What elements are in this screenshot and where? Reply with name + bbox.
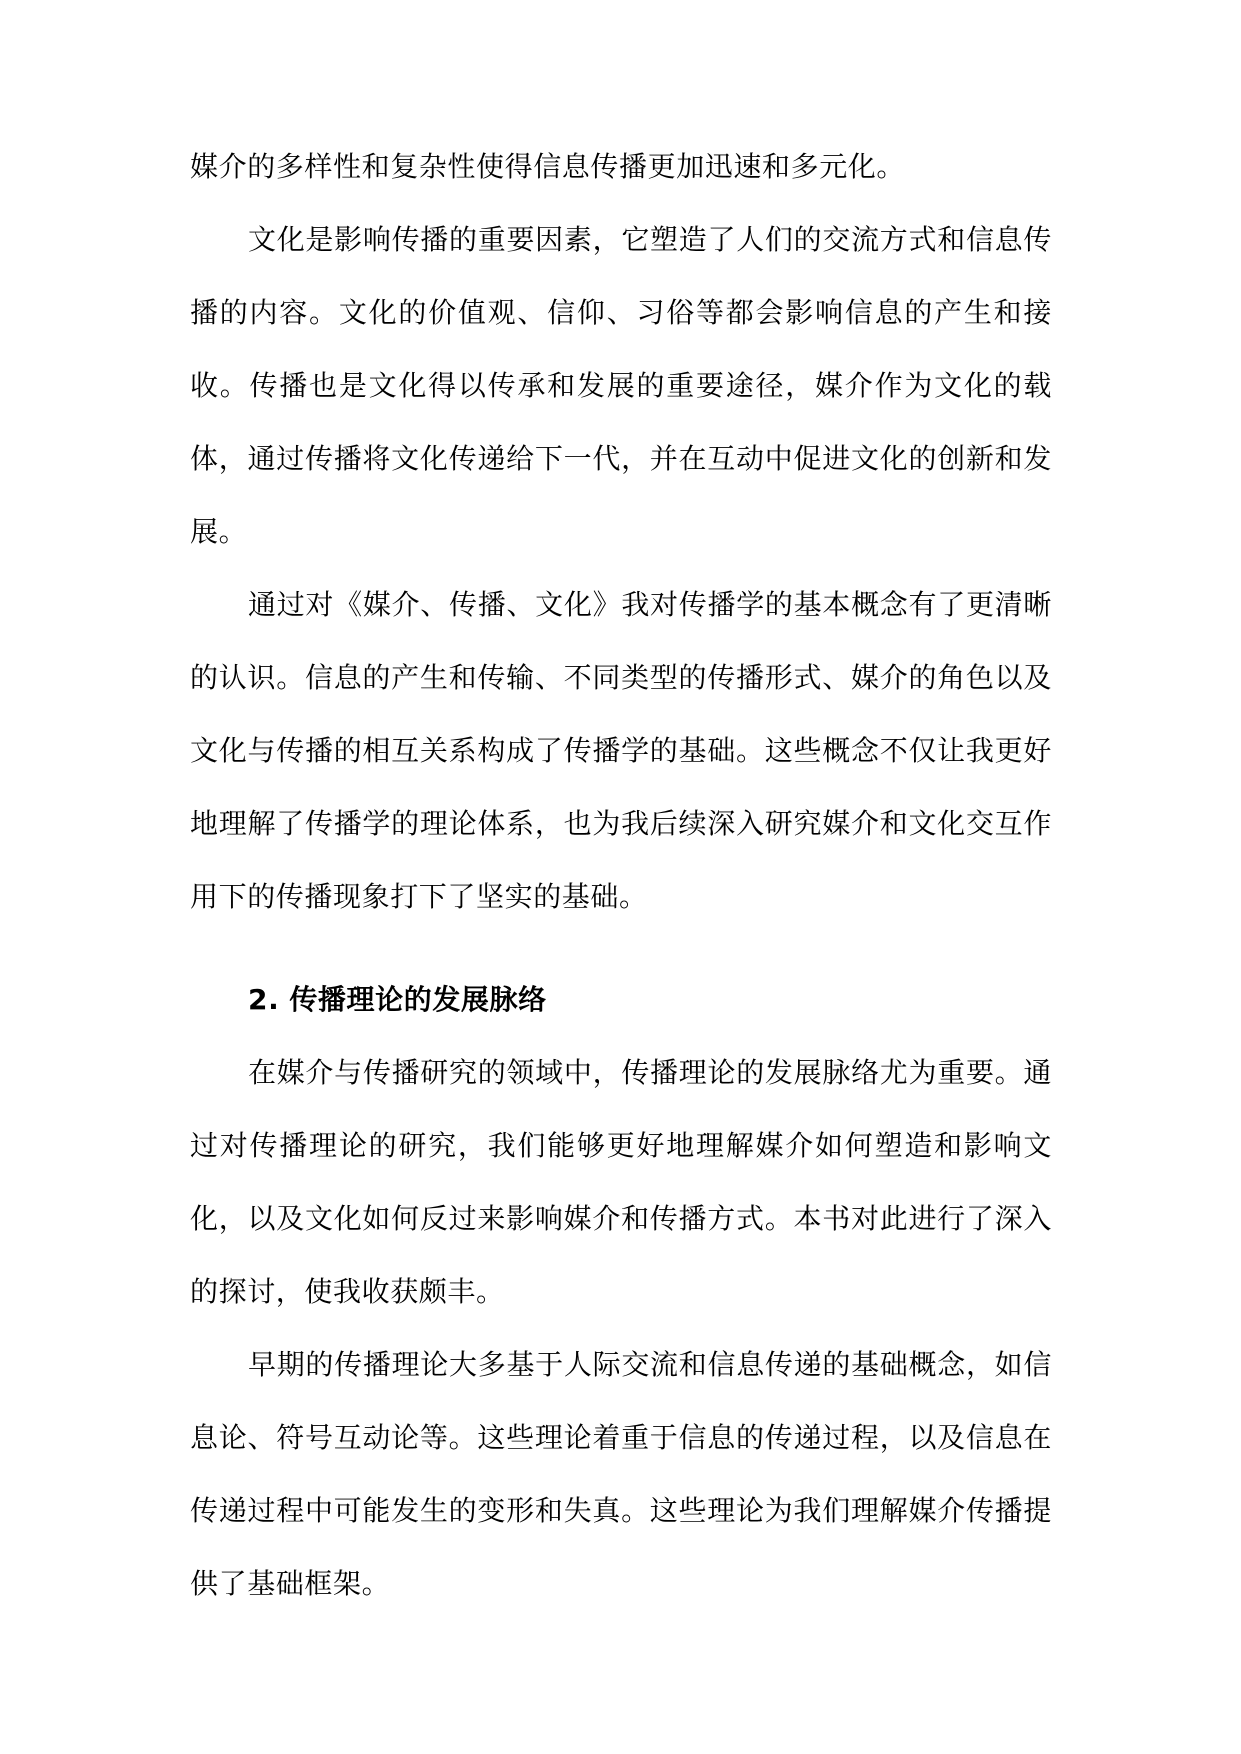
paragraph-2: 文化是影响传播的重要因素，它塑造了人们的交流方式和信息传播的内容。文化的价值观、信仰、习俗等都会影响信息的产生和接收。传播也是文化得以传承和发展的重要途径，媒介作为文化的载体，通过传播将文化传递给下一代，并在互动中促进文化的创新和发展。 <box>190 223 1052 548</box>
paragraph-3: 通过对《媒介、传播、文化》我对传播学的基本概念有了更清晰的认识。信息的产生和传输、不同类型的传播形式、媒介的角色以及文化与传播的相互关系构成了传播学的基础。这些概念不仅让我更好地理解了传播学的理论体系，也为我后续深入研究媒介和文化交互作用下的传播现象打下了坚实的基础。 <box>190 588 1052 913</box>
paragraph-5: 早期的传播理论大多基于人际交流和信息传递的基础概念，如信息论、符号互动论等。这些理论着重于信息的传递过程，以及信息在传递过程中可能发生的变形和失真。这些理论为我们理解媒介传播提供了基础框架。 <box>190 1348 1052 1600</box>
section-title: 传播理论的发展脉络 <box>289 983 547 1016</box>
section-heading <box>190 963 1052 1036</box>
paragraph-1: 媒介的多样性和复杂性使得信息传播更加迅速和多元化。 <box>190 150 906 183</box>
section-number: 2. <box>248 983 280 1016</box>
document-page <box>190 130 1052 1620</box>
paragraph-4: 在媒介与传播研究的领域中，传播理论的发展脉络尤为重要。通过对传播理论的研究，我们能够更好地理解媒介如何塑造和影响文化，以及文化如何反过来影响媒介和传播方式。本书对此进行了深入的探讨，使我收获颇丰。 <box>190 1056 1052 1308</box>
